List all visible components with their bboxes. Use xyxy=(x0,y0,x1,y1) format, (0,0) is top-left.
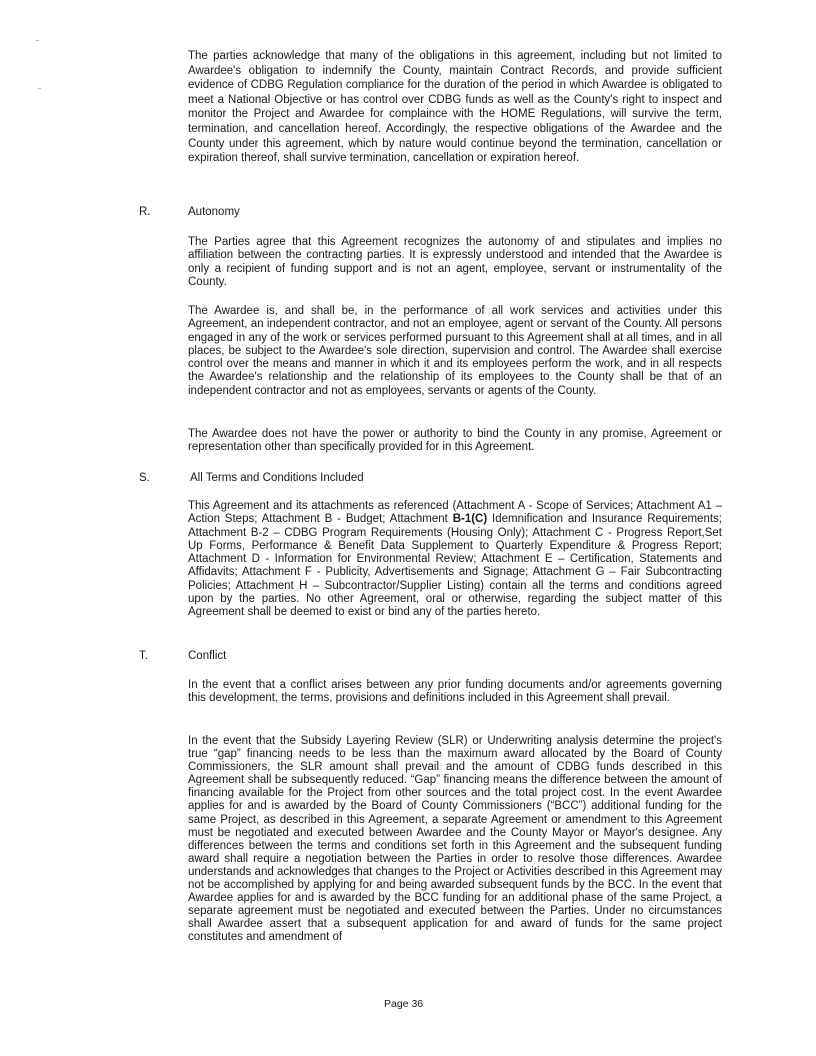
section-paragraph xyxy=(188,500,722,620)
section-title: All Terms and Conditions Included xyxy=(190,472,364,484)
section-title: Conflict xyxy=(188,650,227,662)
section-letter: S. xyxy=(139,472,150,484)
section-letter: T. xyxy=(139,650,148,662)
intro-paragraph: The parties acknowledge that many of the obligations in this agreement, including but not limited to Awardee's obligation to indemnify the County, maintain Contract Records, and provide sufficient evidence of CDBG Regulation compliance for the duration of the period in which Awardee is obligated to meet a National Objective or has control over CDBG funds as well as the County's right to inspect and monitor the Project and Awardee for complaince with the HOME Regulations, will survive the term, termination, and cancellation hereof. Accordingly, the respective obligations of the Awardee and the County under this agreement, which by nature would continue beyond the termination, cancellation or expiration thereof, shall survive termination, cancellation or expiration hereof. xyxy=(188,50,722,165)
section-paragraph: The Awardee does not have the power or authority to bind the County in any promise, Agreement or representation other than specifically provided for in this Agreement. xyxy=(188,428,722,454)
text-run: Idemnification and Insurance Requirements; Attachment B-2 – CDBG Program Requirements (Housing Only); Attachment C - Progress Report,Set Up Forms, Performance & Benefit Data Supplement to Quarterly Expenditure & Progress Report; Attachment D - Information for Environmental Review; Attachment E – Certification, Statements and Affidavits; Attachment F - Publicity, Advertisements and Signage; Attachment G – Fair Subcontracting Policies; Attachment H – Subcontractor/Supplier Listing) contain all the terms and conditions agreed upon by the parties. No other Agreement, oral or otherwise, regarding the subject matter of this Agreement shall be deemed to exist or bind any of the parties hereto. xyxy=(188,513,722,619)
scan-speck xyxy=(38,88,41,89)
section-paragraph: The Awardee is, and shall be, in the performance of all work services and activities under this Agreement, an independent contractor, and not an employee, agent or servant of the County. All persons engaged in any of the work or services performed pursuant to this Agreement shall at all times, and in all places, be subject to the Awardee's sole direction, supervision and control. The Awardee shall exercise control over the means and manner in which it and its employees perform the work, and in all respects the Awardee's relationship and the relationship of its employees to the County shall be that of an independent contractor and not as employees, servants or agents of the County. xyxy=(188,305,722,397)
scan-speck xyxy=(36,40,39,41)
section-paragraph: In the event that the Subsidy Layering Review (SLR) or Underwriting analysis determine the project's true “gap” financing needs to be less than the maximum award allocated by the Board of County Commissioners, the SLR amount shall prevail and the amount of CDBG funds described in this Agreement shall be subsequently reduced. “Gap” financing means the difference between the amount of financing available for the Project from other sources and the total project cost. In the event Awardee applies for and is awarded by the Board of County Commissioners (“BCC”) additional funding for the same Project, as described in this Agreement, a separate Agreement or amendment to this Agreement must be negotiated and executed between Awardee and the County Mayor or Mayor's designee. Any differences between the terms and conditions set forth in this Agreement and the subsequent funding award shall require a negotiation between the Parties in order to resolve those differences. Awardee understands and acknowledges that changes to the Project or Activities described in this Agreement may not be accomplished by applying for and being awarded subsequent funds by the BCC. In the event that Awardee applies for and is awarded by the BCC funding for an additional phase of the same Project, a separate agreement must be negotiated and executed between the Parties. Under no circumstances shall Awardee assert that a subsequent application for and award of funds for the same project constitutes and amendment of xyxy=(188,735,722,944)
page-number: Page 36 xyxy=(384,998,424,1010)
text-run: This Agreement and its attachments as referenced (Attachment A - Scope of Services; Attachment A1 – Action Steps; Attachment B - Budget; Attachment xyxy=(188,500,722,526)
section-paragraph: In the event that a conflict arises between any prior funding documents and/or agreements governing this development, the terms, provisions and definitions included in this Agreement shall prevail. xyxy=(188,679,722,705)
section-letter: R. xyxy=(139,206,151,218)
bold-attachment-ref: B-1(C) xyxy=(452,513,488,526)
section-paragraph: The Parties agree that this Agreement recognizes the autonomy of and stipulates and implies no affiliation between the contracting parties. It is expressly understood and intended that the Awardee is only a recipient of funding support and is not an agent, employee, servant or instrumentality of the County. xyxy=(188,236,722,288)
section-title: Autonomy xyxy=(188,206,240,218)
